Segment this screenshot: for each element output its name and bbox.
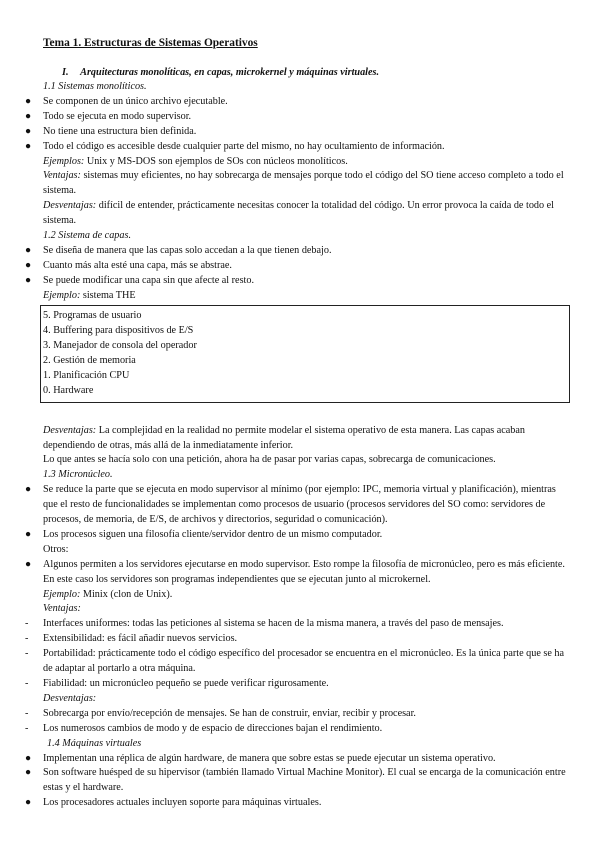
subsection-title-maquinas-virtuales: 1.4 Máquinas virtuales bbox=[47, 737, 142, 749]
bullet-icon: ● bbox=[25, 558, 32, 570]
dash-icon: - bbox=[25, 707, 29, 719]
list-item bbox=[0, 647, 600, 677]
list-item-text: Los procesos siguen una filosofía cliente/servidor dentro de un mismo computador. bbox=[43, 528, 383, 540]
list-item bbox=[0, 95, 600, 110]
subsection-title-monoliticos: 1.1 Sistemas monolíticos. bbox=[43, 81, 147, 92]
list-item bbox=[0, 752, 600, 767]
list-item-text: Interfaces uniformes: todas las peticiones al sistema se hacen de la misma manera, a través del paso de mensajes. bbox=[43, 618, 504, 630]
list-item-text: Algunos permiten a los servidores ejecutarse en modo supervisor. Esto rompe la filosofía de micronúcleo, pero es más eficiente. En este caso los servidores son programas independientes que se ejecutan junto al microkernel. bbox=[43, 558, 565, 585]
label-ejemplos: Ejemplos: bbox=[43, 155, 85, 167]
label-ventajas: Ventajas: bbox=[43, 170, 81, 182]
layers-box bbox=[40, 305, 570, 403]
dash-icon: - bbox=[25, 633, 29, 645]
bullet-icon: ● bbox=[25, 95, 32, 107]
list-item bbox=[0, 110, 600, 125]
text-desventajas: La complejidad en la realidad no permite modelar el sistema operativo de esta manera. Las capas acaban dependiendo de otras, más allá de la inmediatamente inferior. bbox=[43, 424, 526, 451]
paragraph-ejemplo bbox=[0, 289, 600, 304]
list-item bbox=[0, 244, 600, 259]
list-item bbox=[0, 722, 600, 737]
layer-item: 4. Buffering para dispositivos de E/S bbox=[43, 324, 194, 336]
list-item-text: Portabilidad: prácticamente todo el código específico del procesador se encuentra en el micronúcleo. Es la única parte que se ha de adaptar al portarlo a otra máquina. bbox=[43, 648, 565, 675]
list-item-text: Todo se ejecuta en modo supervisor. bbox=[43, 110, 192, 122]
text-ejemplo: Minix (clon de Unix). bbox=[80, 588, 173, 600]
list-item bbox=[0, 483, 600, 528]
list-item-text: Implementan una réplica de algún hardware, de manera que sobre estas se puede ejecutar un sistema operativo. bbox=[43, 752, 496, 764]
list-item bbox=[0, 796, 600, 811]
layer-item: 1. Planificación CPU bbox=[43, 369, 130, 381]
list-item-text: Los procesadores actuales incluyen soporte para máquinas virtuales. bbox=[43, 797, 322, 809]
bullet-icon: ● bbox=[25, 274, 32, 286]
list-item-text: Son software huésped de su hipervisor (también llamado Virtual Machine Monitor). El cual se encarga de la comunicación entre estas y el hardware. bbox=[43, 767, 566, 794]
list-item bbox=[0, 528, 600, 543]
document-title: Tema 1. Estructuras de Sistemas Operativos bbox=[43, 37, 258, 49]
dash-icon: - bbox=[25, 678, 29, 689]
dash-icon: - bbox=[25, 648, 29, 660]
layer-item: 2. Gestión de memoria bbox=[43, 354, 136, 366]
dash-icon: - bbox=[25, 722, 29, 734]
bullet-icon: ● bbox=[25, 752, 32, 764]
paragraph-desventajas bbox=[0, 199, 600, 229]
dash-icon: - bbox=[25, 618, 29, 630]
text-desventajas: difícil de entender, prácticamente necesitas conocer la totalidad del código. Un error provoca la caída de todo el sistema. bbox=[43, 200, 555, 227]
layers-box-wrapper bbox=[0, 305, 600, 403]
list-item bbox=[0, 259, 600, 274]
paragraph-ventajas bbox=[0, 169, 600, 199]
list-item-text: Se puede modificar una capa sin que afecte al resto. bbox=[43, 274, 255, 286]
subsection-title-capas: 1.2 Sistema de capas. bbox=[43, 230, 131, 242]
layer-item: 0. Hardware bbox=[43, 384, 94, 396]
layer-item: 3. Manejador de consola del operador bbox=[43, 339, 197, 351]
text-ventajas: sistemas muy eficientes, no hay sobrecarga de mensajes porque todo el código del SO tiene acceso completo a todo el sistema. bbox=[43, 170, 564, 197]
list-item-text: Extensibilidad: es fácil añadir nuevos servicios. bbox=[43, 633, 238, 645]
list-item bbox=[0, 677, 600, 692]
label-desventajas: Desventajas: bbox=[43, 692, 97, 704]
list-item bbox=[0, 274, 600, 289]
bullet-icon: ● bbox=[25, 767, 32, 779]
bullet-icon: ● bbox=[25, 797, 32, 809]
text-ejemplos: Unix y MS-DOS son ejemplos de SOs con núcleos monolíticos. bbox=[84, 155, 348, 167]
bullet-icon: ● bbox=[25, 484, 32, 496]
section-heading-text: Arquitecturas monolíticas, en capas, microkernel y máquinas virtuales. bbox=[80, 67, 380, 78]
paragraph-ejemplos bbox=[0, 155, 600, 170]
list-item bbox=[0, 558, 600, 588]
subsection-title-micronucleo: 1.3 Micronúcleo. bbox=[43, 469, 113, 481]
list-item bbox=[0, 125, 600, 140]
label-ventajas: Ventajas: bbox=[43, 603, 81, 615]
layer-item: 5. Programas de usuario bbox=[43, 309, 142, 321]
list-item bbox=[0, 140, 600, 155]
list-item-text: No tiene una estructura bien definida. bbox=[43, 125, 197, 137]
label-ejemplo: Ejemplo: bbox=[43, 588, 81, 600]
section-heading bbox=[62, 66, 379, 81]
label-ejemplo: Ejemplo: bbox=[43, 289, 81, 301]
list-item-text: Cuanto más alta esté una capa, más se abstrae. bbox=[43, 259, 232, 271]
paragraph-ejemplo-minix bbox=[0, 588, 600, 603]
text-ejemplo: sistema THE bbox=[80, 289, 136, 301]
list-item bbox=[0, 617, 600, 632]
label-desventajas: Desventajas: bbox=[43, 200, 97, 212]
bullet-icon: ● bbox=[25, 125, 32, 137]
bullet-icon: ● bbox=[25, 244, 32, 256]
paragraph-desventajas-capas bbox=[0, 424, 600, 454]
paragraph-otros: Otros: bbox=[43, 543, 69, 555]
list-item-text: Los numerosos cambios de modo y de espacio de direcciones bajan el rendimiento. bbox=[43, 722, 383, 734]
paragraph-extra: Lo que antes se hacía solo con una petición, ahora ha de pasar por varias capas, sobrecarga de comunicaciones. bbox=[43, 454, 496, 466]
bullet-icon: ● bbox=[25, 528, 32, 540]
list-item-text: Todo el código es accesible desde cualquier parte del mismo, no hay ocultamiento de información. bbox=[43, 140, 445, 152]
label-ventajas-micronucleo bbox=[0, 602, 600, 617]
bullet-icon: ● bbox=[25, 259, 32, 271]
label-desventajas-micronucleo bbox=[0, 692, 600, 707]
list-item bbox=[0, 632, 600, 647]
bullet-icon: ● bbox=[25, 110, 32, 122]
list-item-text: Fiabilidad: un micronúcleo pequeño se puede verificar rigurosamente. bbox=[43, 678, 329, 689]
section-number: I. bbox=[62, 67, 69, 78]
label-desventajas: Desventajas: bbox=[43, 424, 97, 436]
list-item-text: Sobrecarga por envío/recepción de mensajes. Se han de construir, enviar, recibir y procesar. bbox=[43, 707, 416, 719]
list-item bbox=[0, 707, 600, 722]
bullet-icon: ● bbox=[25, 140, 32, 152]
list-item-text: Se diseña de manera que las capas solo accedan a la que tienen debajo. bbox=[43, 244, 332, 256]
list-item-text: Se reduce la parte que se ejecuta en modo supervisor al mínimo (por ejemplo: IPC, memoria virtual y planificación), mientras que el resto de funcionalidades se implementan como procesos de usuario (procesos servidores del SO como: servidores de procesos, de memoria, de E/S, de archivos y directorios, seguridad o comunicación). bbox=[43, 484, 556, 526]
document-body bbox=[0, 80, 600, 811]
list-item-text: Se componen de un único archivo ejecutable. bbox=[43, 95, 228, 107]
list-item bbox=[0, 766, 600, 796]
